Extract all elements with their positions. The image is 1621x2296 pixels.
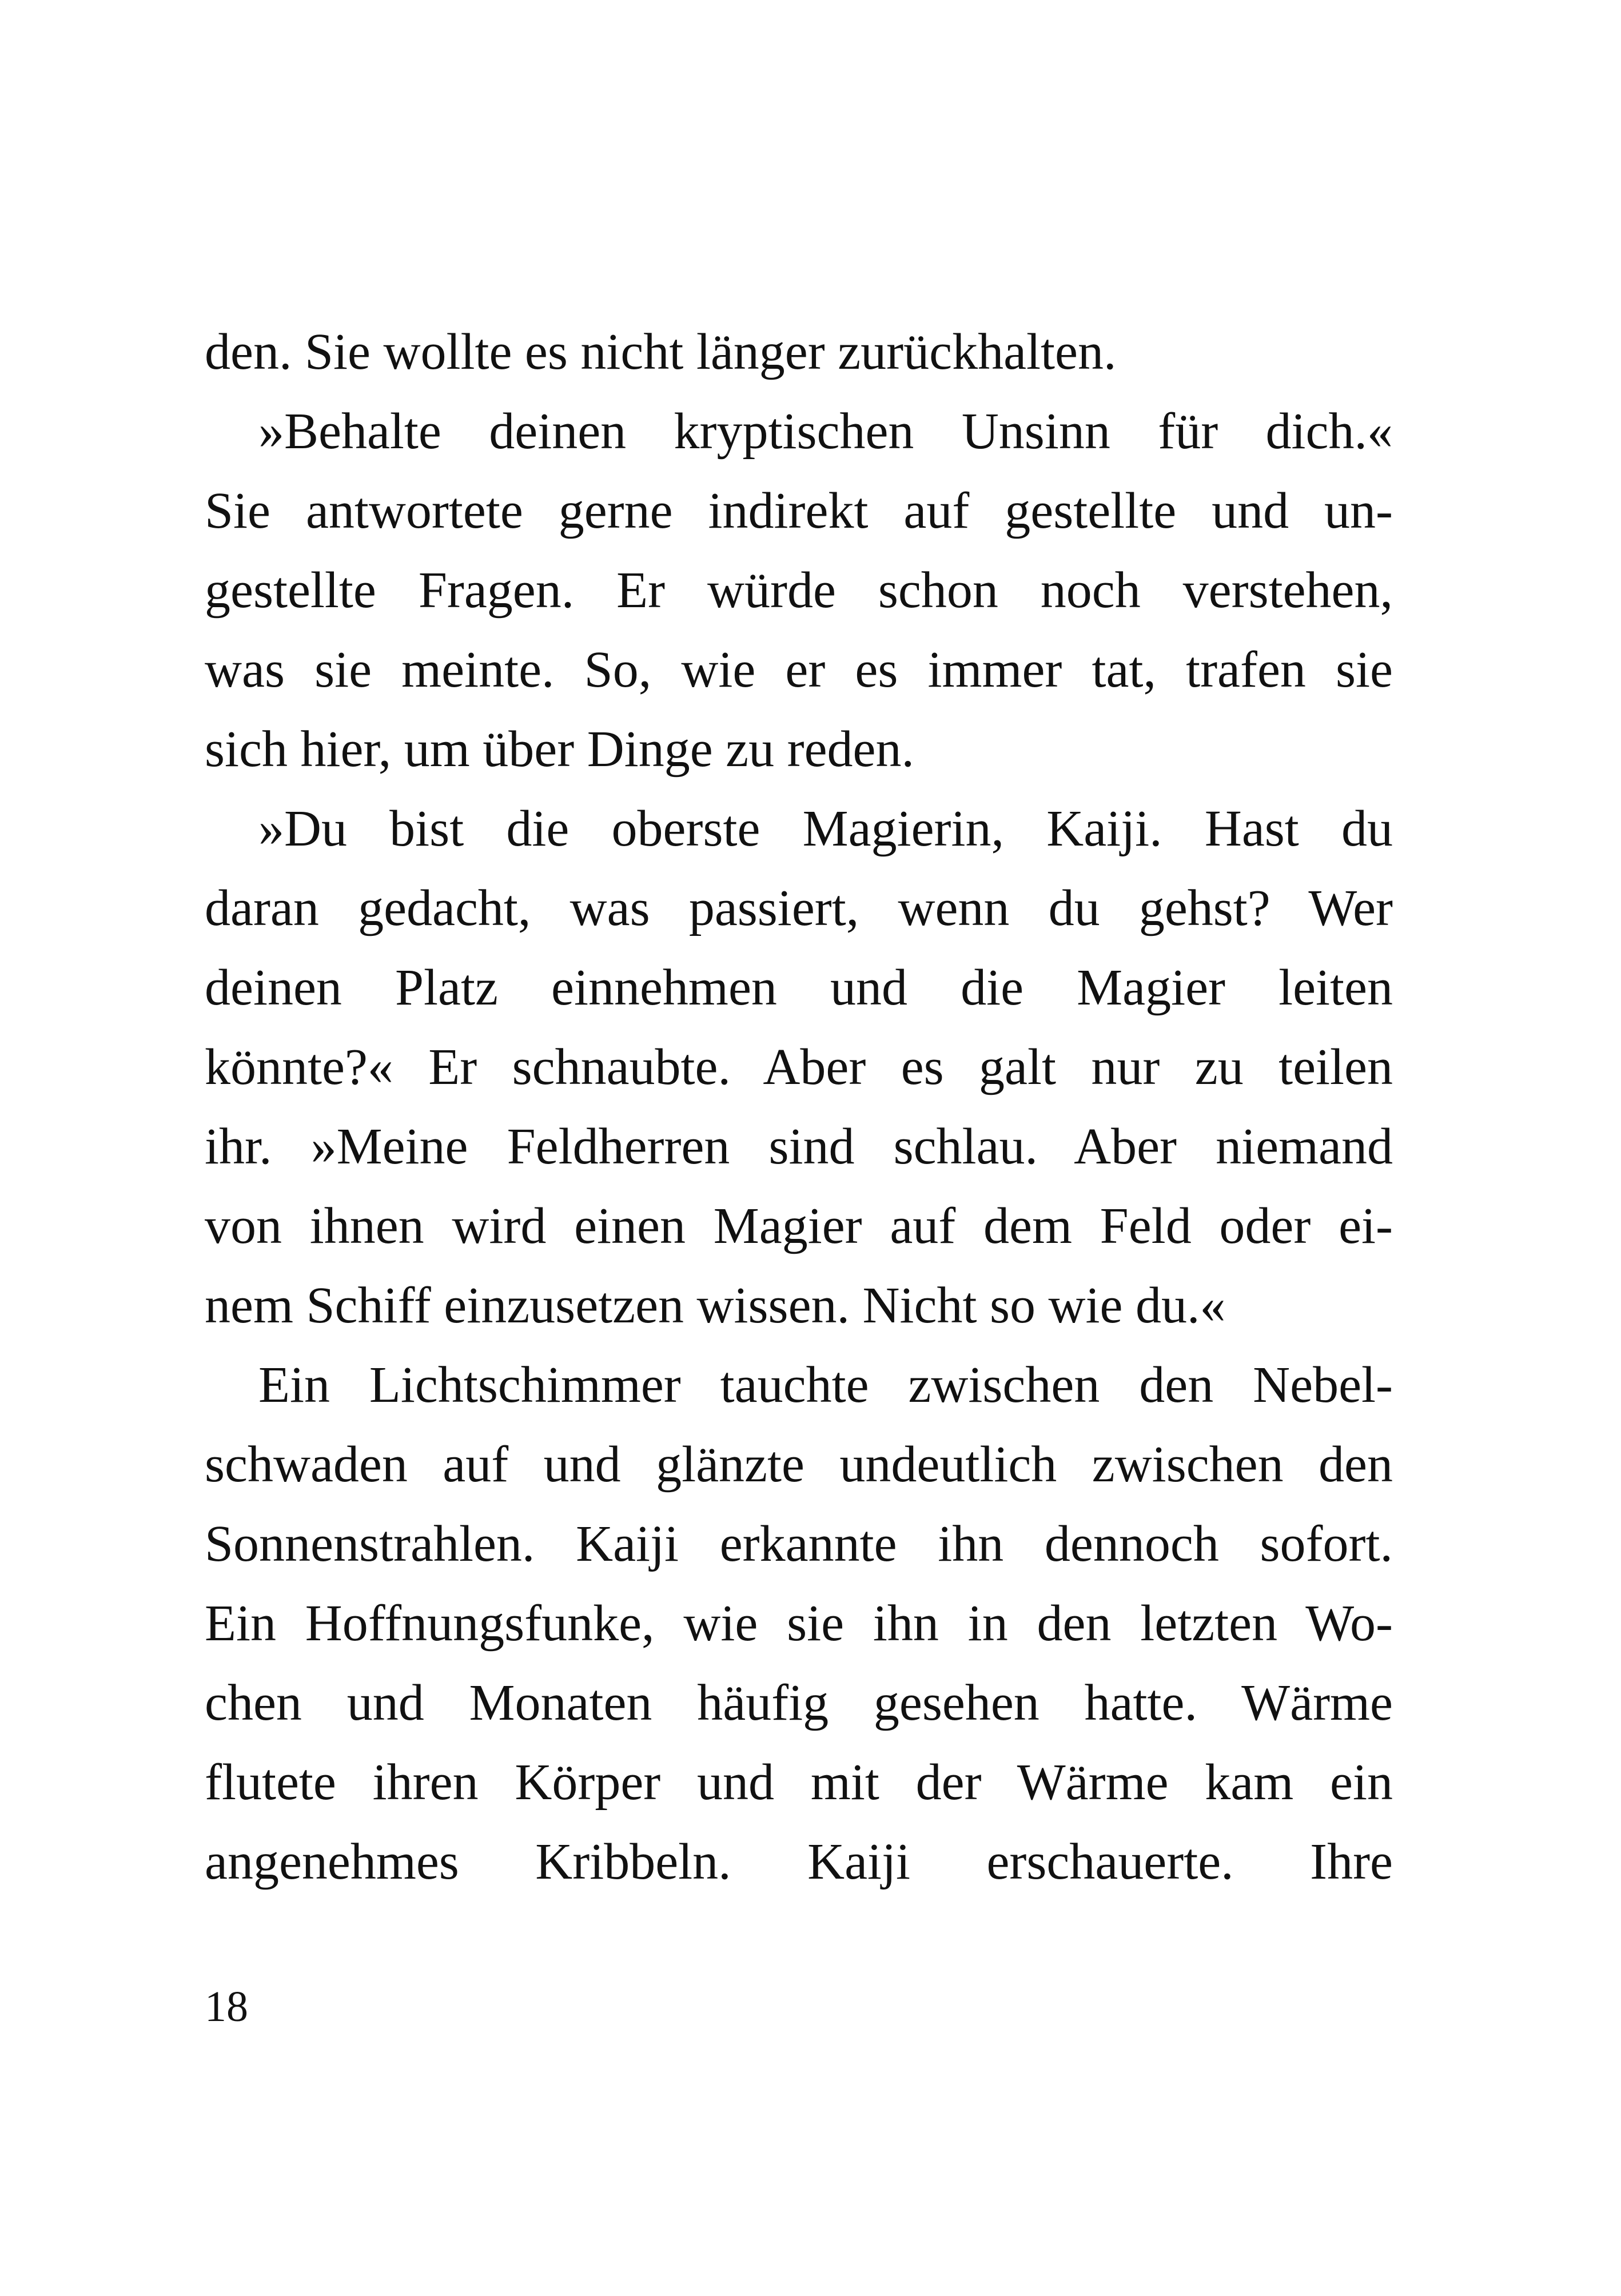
- text-line: Ein Lichtschimmer tauchte zwischen den Nebel-: [258, 1357, 1393, 1413]
- text-line: chen und Monaten häufig gesehen hatte. Wärme: [205, 1675, 1393, 1731]
- text-line: nem Schiff einzusetzen wissen. Nicht so wie du.«: [205, 1277, 1226, 1334]
- page-number: 18: [205, 1983, 248, 2031]
- text-line: »Du bist die oberste Magierin, Kaiji. Hast du: [258, 800, 1393, 857]
- text-line: Ein Hoffnungsfunke, wie sie ihn in den letzten Wo-: [205, 1595, 1393, 1652]
- text-line: gestellte Fragen. Er würde schon noch verstehen,: [205, 562, 1393, 619]
- text-line: flutete ihren Körper und mit der Wärme kam ein: [205, 1754, 1393, 1811]
- text-line: deinen Platz einnehmen und die Magier leiten: [205, 959, 1393, 1016]
- text-line: Sie antwortete gerne indirekt auf gestellte und un-: [205, 483, 1393, 539]
- text-line: schwaden auf und glänzte undeutlich zwischen den: [205, 1436, 1393, 1493]
- text-line: was sie meinte. So, wie er es immer tat, trafen sie: [205, 641, 1393, 698]
- text-line: könnte?« Er schnaubte. Aber es galt nur zu teilen: [205, 1039, 1393, 1095]
- text-line: daran gedacht, was passiert, wenn du gehst? Wer: [205, 880, 1393, 936]
- text-line: sich hier, um über Dinge zu reden.: [205, 721, 914, 778]
- text-line: angenehmes Kribbeln. Kaiji erschauerte. Ihre: [205, 1833, 1393, 1890]
- text-line: von ihnen wird einen Magier auf dem Feld oder ei-: [205, 1198, 1393, 1254]
- text-line: den. Sie wollte es nicht länger zurückhalten.: [205, 324, 1117, 380]
- text-line: Sonnenstrahlen. Kaiji erkannte ihn dennoch sofort.: [205, 1516, 1393, 1572]
- text-line: ihr. »Meine Feldherren sind schlau. Aber niemand: [205, 1118, 1393, 1175]
- text-line: »Behalte deinen kryptischen Unsinn für dich.«: [258, 403, 1393, 460]
- body-text: [205, 312, 1393, 1902]
